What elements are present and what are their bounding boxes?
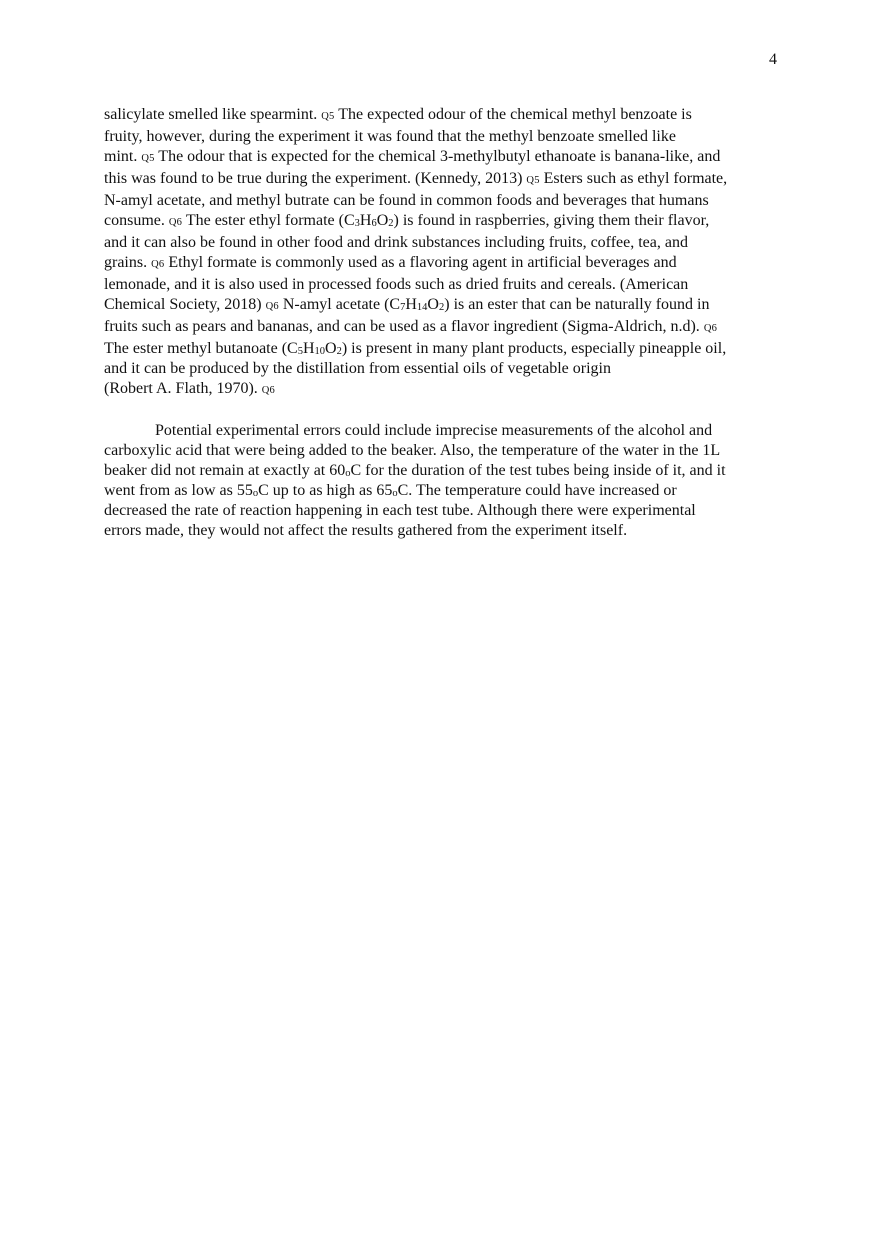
text-line: went from as low as 55oC up to as high as 65oC. The temperature could have increased or: [104, 482, 677, 499]
question-marker: Q6: [151, 259, 165, 270]
text-line: fruity, however, during the experiment it was found that the methyl benzoate smelled like: [104, 128, 676, 145]
text-line: carboxylic acid that were being added to the beaker. Also, the temperature of the water in the 1L: [104, 442, 721, 459]
text-line: fruits such as pears and bananas, and can be used as a flavor ingredient (Sigma-Aldrich, n.d). Q6: [104, 318, 718, 335]
text-line: grains. Q6 Ethyl formate is commonly used as a flavoring agent in artificial beverages and: [104, 254, 677, 271]
text-line: The ester methyl butanoate $(C_5H_{10}O_2)$ is present in many plant products, especially pineapple oil,: [104, 340, 727, 357]
question-marker: Q5: [526, 175, 540, 186]
text-line: N-amyl acetate, and methyl butrate can be found in common foods and beverages that humans: [104, 192, 709, 209]
text-line: Potential experimental errors could include imprecise measurements of the alcohol and: [155, 422, 713, 439]
question-marker: Q6: [261, 385, 275, 396]
text-line: and it can be produced by the distillation from essential oils of vegetable origin: [104, 360, 611, 377]
page-number: 4: [769, 51, 777, 68]
text-line: mint. Q5 The odour that is expected for the chemical 3-methylbutyl ethanoate is banana-like, and: [104, 148, 721, 165]
text-line: beaker did not remain at exactly at 60oC for the duration of the test tubes being inside of it, and it: [104, 462, 726, 479]
question-marker: Q6: [265, 301, 279, 312]
text-line: lemonade, and it is also used in processed foods such as dried fruits and cereals. (American: [104, 276, 689, 293]
question-marker: Q6: [168, 217, 183, 228]
text-line: Chemical Society, 2018) Q6 N-amyl acetate $(C_7H_{14}O_2)$ is an ester that can be naturally found in: [104, 296, 710, 313]
question-marker: Q5: [141, 153, 155, 164]
text-line: salicylate smelled like spearmint. Q5 The expected odour of the chemical methyl benzoate is: [104, 106, 692, 123]
paragraph-esters: [104, 105, 780, 401]
text-line: this was found to be true during the experiment. (Kennedy, 2013) Q5 Esters such as ethyl formate,: [104, 170, 728, 187]
text-line: (Robert A. Flath, 1970). Q6: [104, 380, 275, 397]
question-marker: Q5: [321, 111, 335, 122]
paragraph-spacer: [104, 401, 780, 421]
text-line: errors made, they would not affect the results gathered from the experiment itself.: [104, 522, 628, 539]
document-body: [104, 105, 780, 541]
text-line: consume. Q6 The ester ethyl formate $(C_3H_6O_2)$ is found in raspberries, giving them their flavor,: [104, 212, 710, 229]
question-marker: Q6: [703, 323, 718, 334]
text-line: and it can also be found in other food and drink substances including fruits, coffee, tea, and: [104, 234, 688, 251]
paragraph-errors: [104, 421, 780, 541]
text-line: decreased the rate of reaction happening in each test tube. Although there were experimental: [104, 502, 696, 519]
